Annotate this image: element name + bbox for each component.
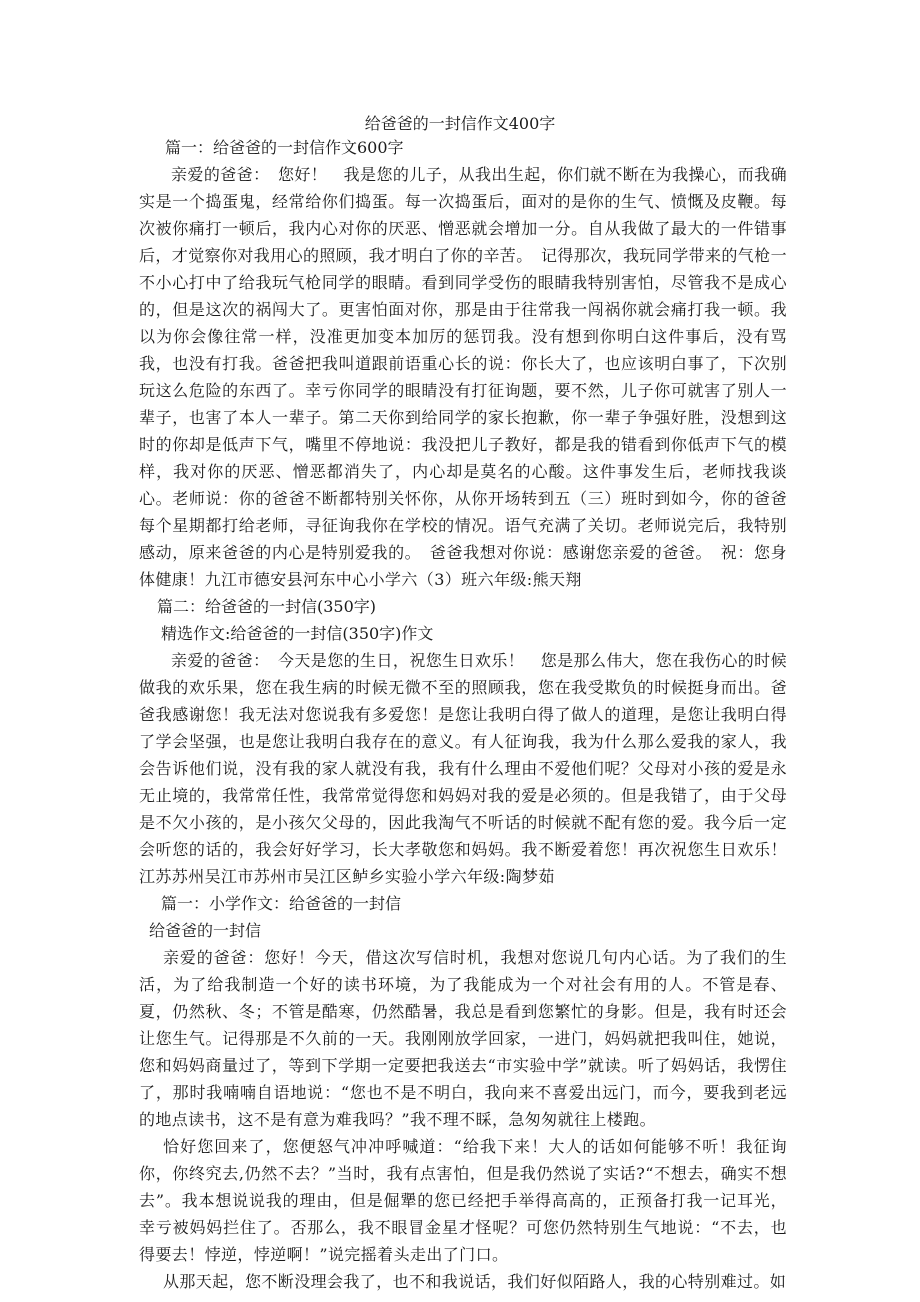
document-body xyxy=(139,134,787,1295)
section2-paragraph: 亲爱的爸爸： 今天是您的生日，祝您生日欢乐！ 您是那么伟大，您在我伤心的时候做我的欢乐果，您在我生病的时候无微不至的照顾我，您在我受欺负的时候挺身而出。爸爸我感谢您！我无法对您说我有多爱您！是您让我明白得了做人的道理，是您让我明白得了学会坚强，也是您让我明白我存在的意义。有人征询我，我为什么那么爱我的家人，我会告诉他们说，没有我的家人就没有我，我有什么理由不爱他们呢？父母对小孩的爱是永无止境的，我常常任性，我常常觉得您和妈妈对我的爱是必须的。但是我错了，由于父母是不欠小孩的，是小孩欠父母的，因此我淘气不听话的时候就不配有您的爱。我今后一定会听您的话的，我会好好学习，长大孝敬您和妈妈。我不断爱着您！再次祝您生日欢乐！江苏苏州吴江市苏州市吴江区鲈乡实验小学六年级:陶梦茹 xyxy=(139,651,787,886)
section2-heading: 篇二：给爸爸的一封信(350字) xyxy=(157,597,377,616)
document-title: 给爸爸的一封信作文400字 xyxy=(364,114,556,133)
section3-heading: 篇一：小学作文：给爸爸的一封信 xyxy=(161,894,402,913)
section1-heading: 篇一：给爸爸的一封信作文600字 xyxy=(165,138,404,157)
section3-paragraph-1: 亲爱的爸爸：您好！今天，借这次写信时机，我想对您说几句内心话。为了我们的生活，为了给我制造一个好的读书环境，为了我能成为一个对社会有用的人。不管是春、夏，仍然秋、冬；不管是酷寒，仍然酷暑，我总是看到您繁忙的身影。但是，我有时还会让您生气。记得那是不久前的一天。我刚刚放学回家，一进门，妈妈就把我叫住，她说，您和妈妈商量过了，等到下学期一定要把我送去“市实验中学”就读。听了妈妈话，我愣住了，那时我喃喃自语地说：“您也不是不明白，我向来不喜爱出远门，而今，要我到老远的地点读书，这不是有意为难我吗？”我不理不睬，急匆匆就往上楼跑。 xyxy=(139,948,787,1129)
section2-subheading: 精选作文:给爸爸的一封信(350字)作文 xyxy=(161,624,434,643)
section3-subheading: 给爸爸的一封信 xyxy=(149,921,262,940)
section1-paragraph: 亲爱的爸爸： 您好！ 我是您的儿子，从我出生起，你们就不断在为我操心，而我确实是一个捣蛋鬼，经常给你们捣蛋。每一次捣蛋后，面对的是你的生气、愤慨及皮鞭。每次被你痛打一顿后，我内心对你的厌恶、憎恶就会增加一分。自从我做了最大的一件错事后，才觉察你对我用心的照顾，我才明白了你的辛苦。 记得那次，我玩同学带来的气枪一不小心打中了给我玩气枪同学的眼睛。看到同学受伤的眼睛我特别害怕，尽管我不是成心的，但是这次的祸闯大了。更害怕面对你，那是由于往常我一闯祸你就会痛打我一顿。我以为你会像往常一样，没准更加变本加厉的惩罚我。没有想到你明白这件事后，没有骂我，也没有打我。爸爸把我叫道跟前语重心长的说：你长大了，也应该明白事了，下次别玩这么危险的东西了。幸亏你同学的眼睛没有打征询题，要不然，儿子你可就害了别人一辈子，也害了本人一辈子。第二天你到给同学的家长抱歉，你一辈子争强好胜，没想到这时的你却是低声下气，嘴里不停地说：我没把儿子教好，都是我的错看到你低声下气的模样，我对你的厌恶、憎恶都消失了，内心却是莫名的心酸。这件事发生后，老师找我谈心。老师说：你的爸爸不断都特别关怀你，从你开场转到五（三）班时到如今，你的爸爸每个星期都打给老师，寻征询我你在学校的情况。语气充满了关切。老师说完后，我特别感动，原来爸爸的内心是特别爱我的。 爸爸我想对你说：感谢您亲爱的爸爸。 祝：您身体健康！九江市德安县河东中心小学六（3）班六年级:熊天翔 xyxy=(139,165,788,589)
section3-paragraph-2: 恰好您回来了，您便怒气冲冲呼喊道：“给我下来！大人的话如何能够不听！我征询你，你终究去,仍然不去？”当时，我有点害怕，但是我仍然说了实话?“不想去，确实不想去”。我本想说说我的理由，但是倔犟的您已经把手举得高高的，正预备打我一记耳光，幸亏被妈妈拦住了。否那么，我不眼冒金星才怪呢？可您仍然特别生气地说：“不去，也得要去！悖逆，悖逆啊！”说完摇着头走出了门口。 xyxy=(139,1137,787,1264)
section3-paragraph-3: 从那天起，您不断没理会我了，也不和我说话，我们好似陌路人，我的心特别难过。如 xyxy=(163,1272,787,1291)
